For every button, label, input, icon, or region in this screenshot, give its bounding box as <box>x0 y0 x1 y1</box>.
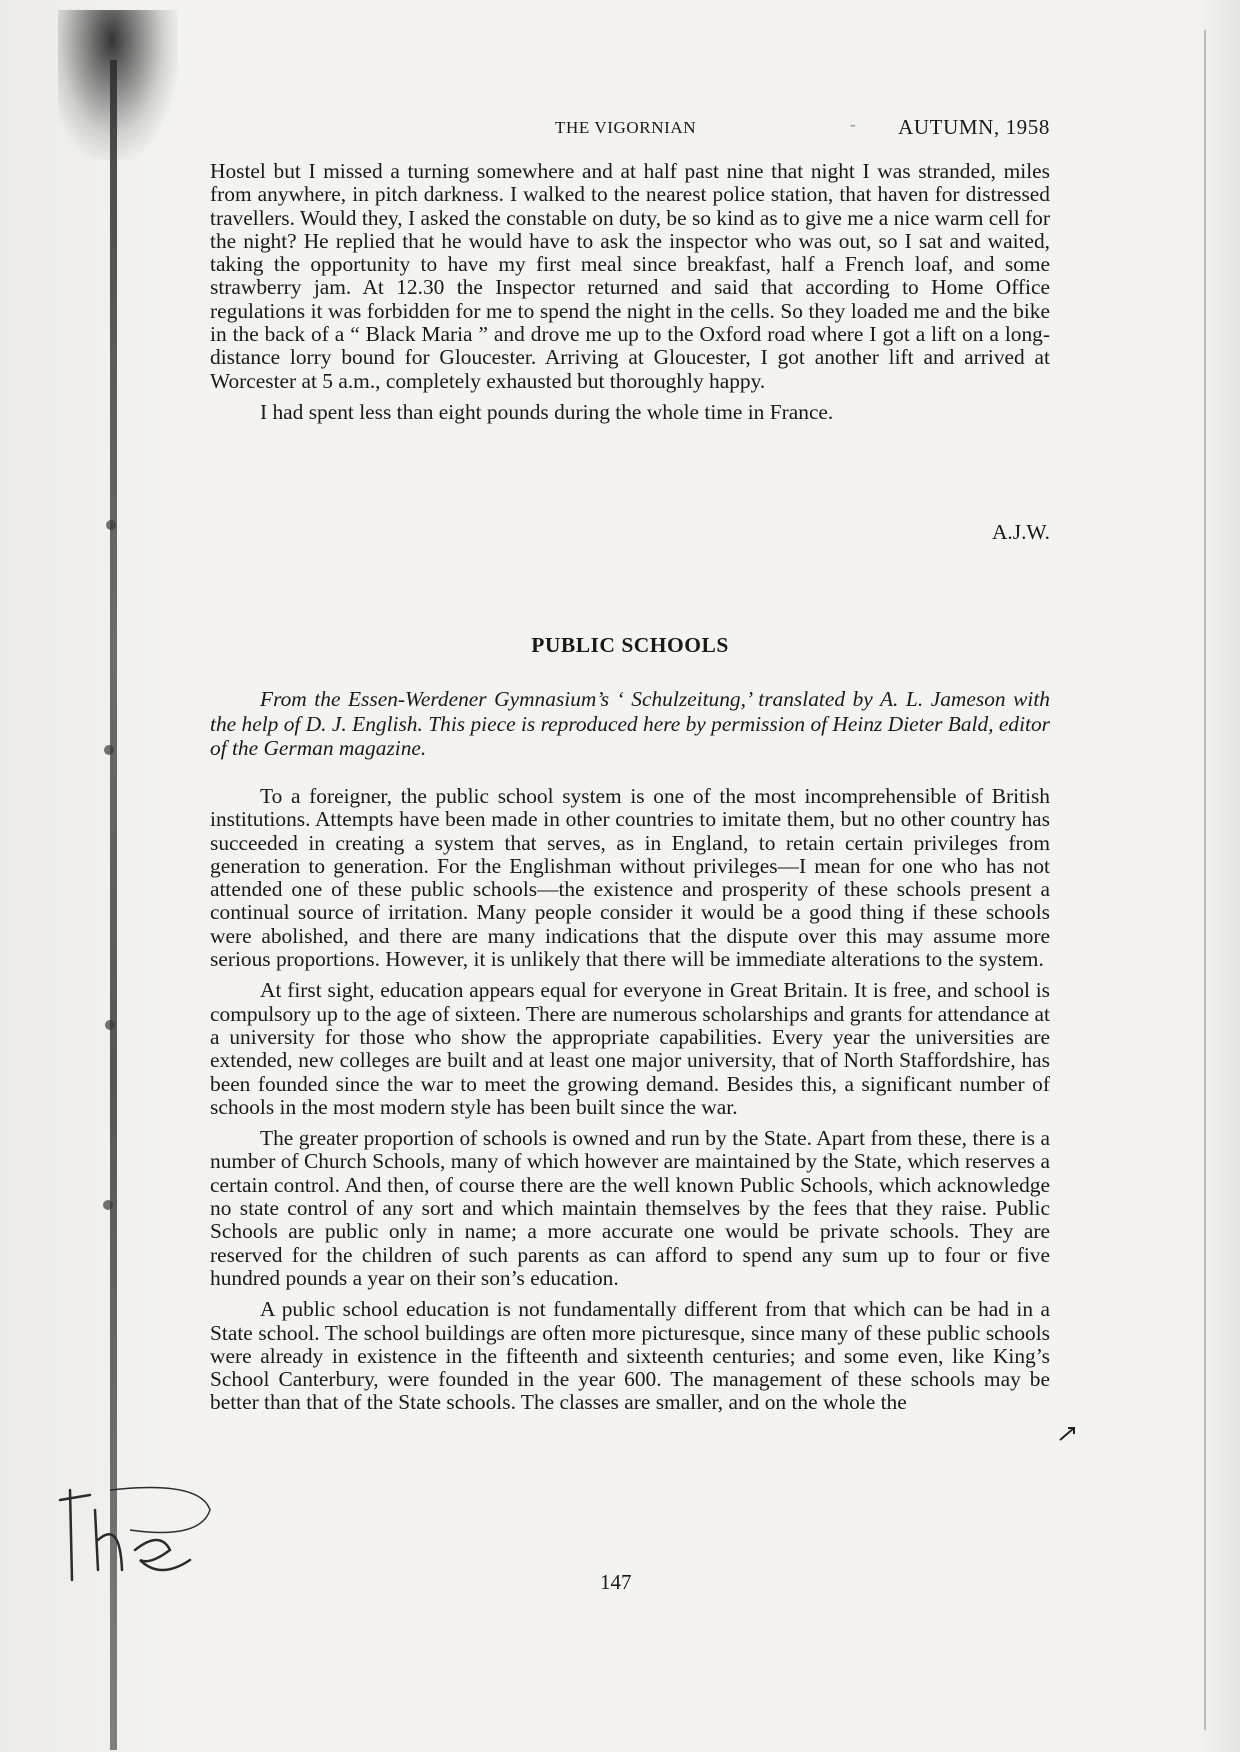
ink-speck <box>105 1020 115 1030</box>
running-head-dash: - <box>850 115 857 134</box>
article-body <box>210 785 1050 1423</box>
ink-blot <box>58 10 178 160</box>
paragraph: I had spent less than eight pounds during the whole time in France. <box>260 399 834 424</box>
ink-speck <box>104 745 114 755</box>
page-edge-line <box>1204 30 1206 1730</box>
paragraph: The greater proportion of schools is owned and run by the State. Apart from these, there is a number of Church Schools, many of which however are maintained by the State, which reserves a certain control. And then, of course there are the well known Public Schools, which acknowledge no state control of any sort and which maintain themselves by the fees that they raise. Public Schools are public only in name; a more accurate one would be private schools. They are reserved for the children of such parents as can afford to spend any sum up to four or five hundred pounds a year on their son’s education. <box>210 1126 1050 1290</box>
paragraph: To a foreigner, the public school system is one of the most incomprehensible of British institutions. Attempts have been made in other countries to imitate them, but no other country has succeeded in creating a system that serves, as in England, to retain certain privileges from generation to generation. For the Englishman without privileges—I mean for one who has not attended one of these public schools—the existence and prosperity of these schools present a continual source of irritation. Many people consider it would be a good thing if these schools were abolished, and there are many indications that the dispute over this may assume more serious proportions. However, it is unlikely that there will be immediate alterations to the system. <box>210 784 1050 972</box>
paragraph: Hostel but I missed a turning somewhere and at half past nine that night I was stranded, miles from anywhere, in pitch darkness. I walked to the nearest police station, that haven for distressed travellers. Would they, I asked the constable on duty, be so kind as to give me a nice warm cell for the night? He replied that he would have to ask the inspector who was out, so I sat and waited, taking the opportunity to have my first meal since breakfast, half a French loaf, and some strawberry jam. At 12.30 the Inspector returned and said that according to Home Office regulations it was forbidden for me to spend the night in the cells. So they loaded me and the bike in the back of a “ Black Maria ” and drove me up to the Oxford road where I got a lift on a long-distance lorry bound for Gloucester. Arriving at Gloucester, I got another lift and arrived at Worcester at 5 a.m., completely exhausted but thoroughly happy. <box>210 159 1050 393</box>
page-number: 147 <box>600 1570 632 1594</box>
author-initials: A.J.W. <box>991 520 1050 544</box>
article-title: PUBLIC SCHOOLS <box>531 633 729 657</box>
article-intro <box>210 687 1050 761</box>
issue-date: AUTUMN, 1958 <box>898 115 1050 139</box>
page-edge-shadow <box>1198 0 1240 1752</box>
paragraph: A public school education is not fundamentally different from that which can be had in a State school. The school buildings are often more picturesque, since many of these public schools were already in existence in the fifteenth and sixteenth centuries; and some even, like King’s School Canterbury, were founded in the year 600. The management of these schools may be better than that of the State schools. The classes are smaller, and on the whole the <box>210 1297 1050 1415</box>
journal-title: THE VIGORNIAN <box>555 118 697 137</box>
ink-speck <box>106 520 116 530</box>
handwritten-annotation <box>50 1470 220 1600</box>
intro-text: From the Essen-Werdener Gymnasium’s ‘ Schulzeitung,’ translated by A. L. Jameson with the help of D. J. English. This piece is reproduced here by permission of Heinz Dieter Bald, editor of the German magazine. <box>210 687 1050 760</box>
continued-article <box>210 160 1050 432</box>
paragraph: At first sight, education appears equal for everyone in Great Britain. It is free, and school is compulsory up to the age of sixteen. There are numerous scholarships and grants for attendance at a university for those who show the appropriate capabilities. Every year the universities are extended, new colleges are built and at least one major university, that of North Staffordshire, has been founded since the war to meet the growing demand. Besides this, a significant number of schools in the most modern style has been built since the war. <box>210 978 1050 1119</box>
arrow-mark-icon <box>1058 1424 1078 1444</box>
running-head <box>210 115 1050 141</box>
ink-speck <box>103 1200 113 1210</box>
